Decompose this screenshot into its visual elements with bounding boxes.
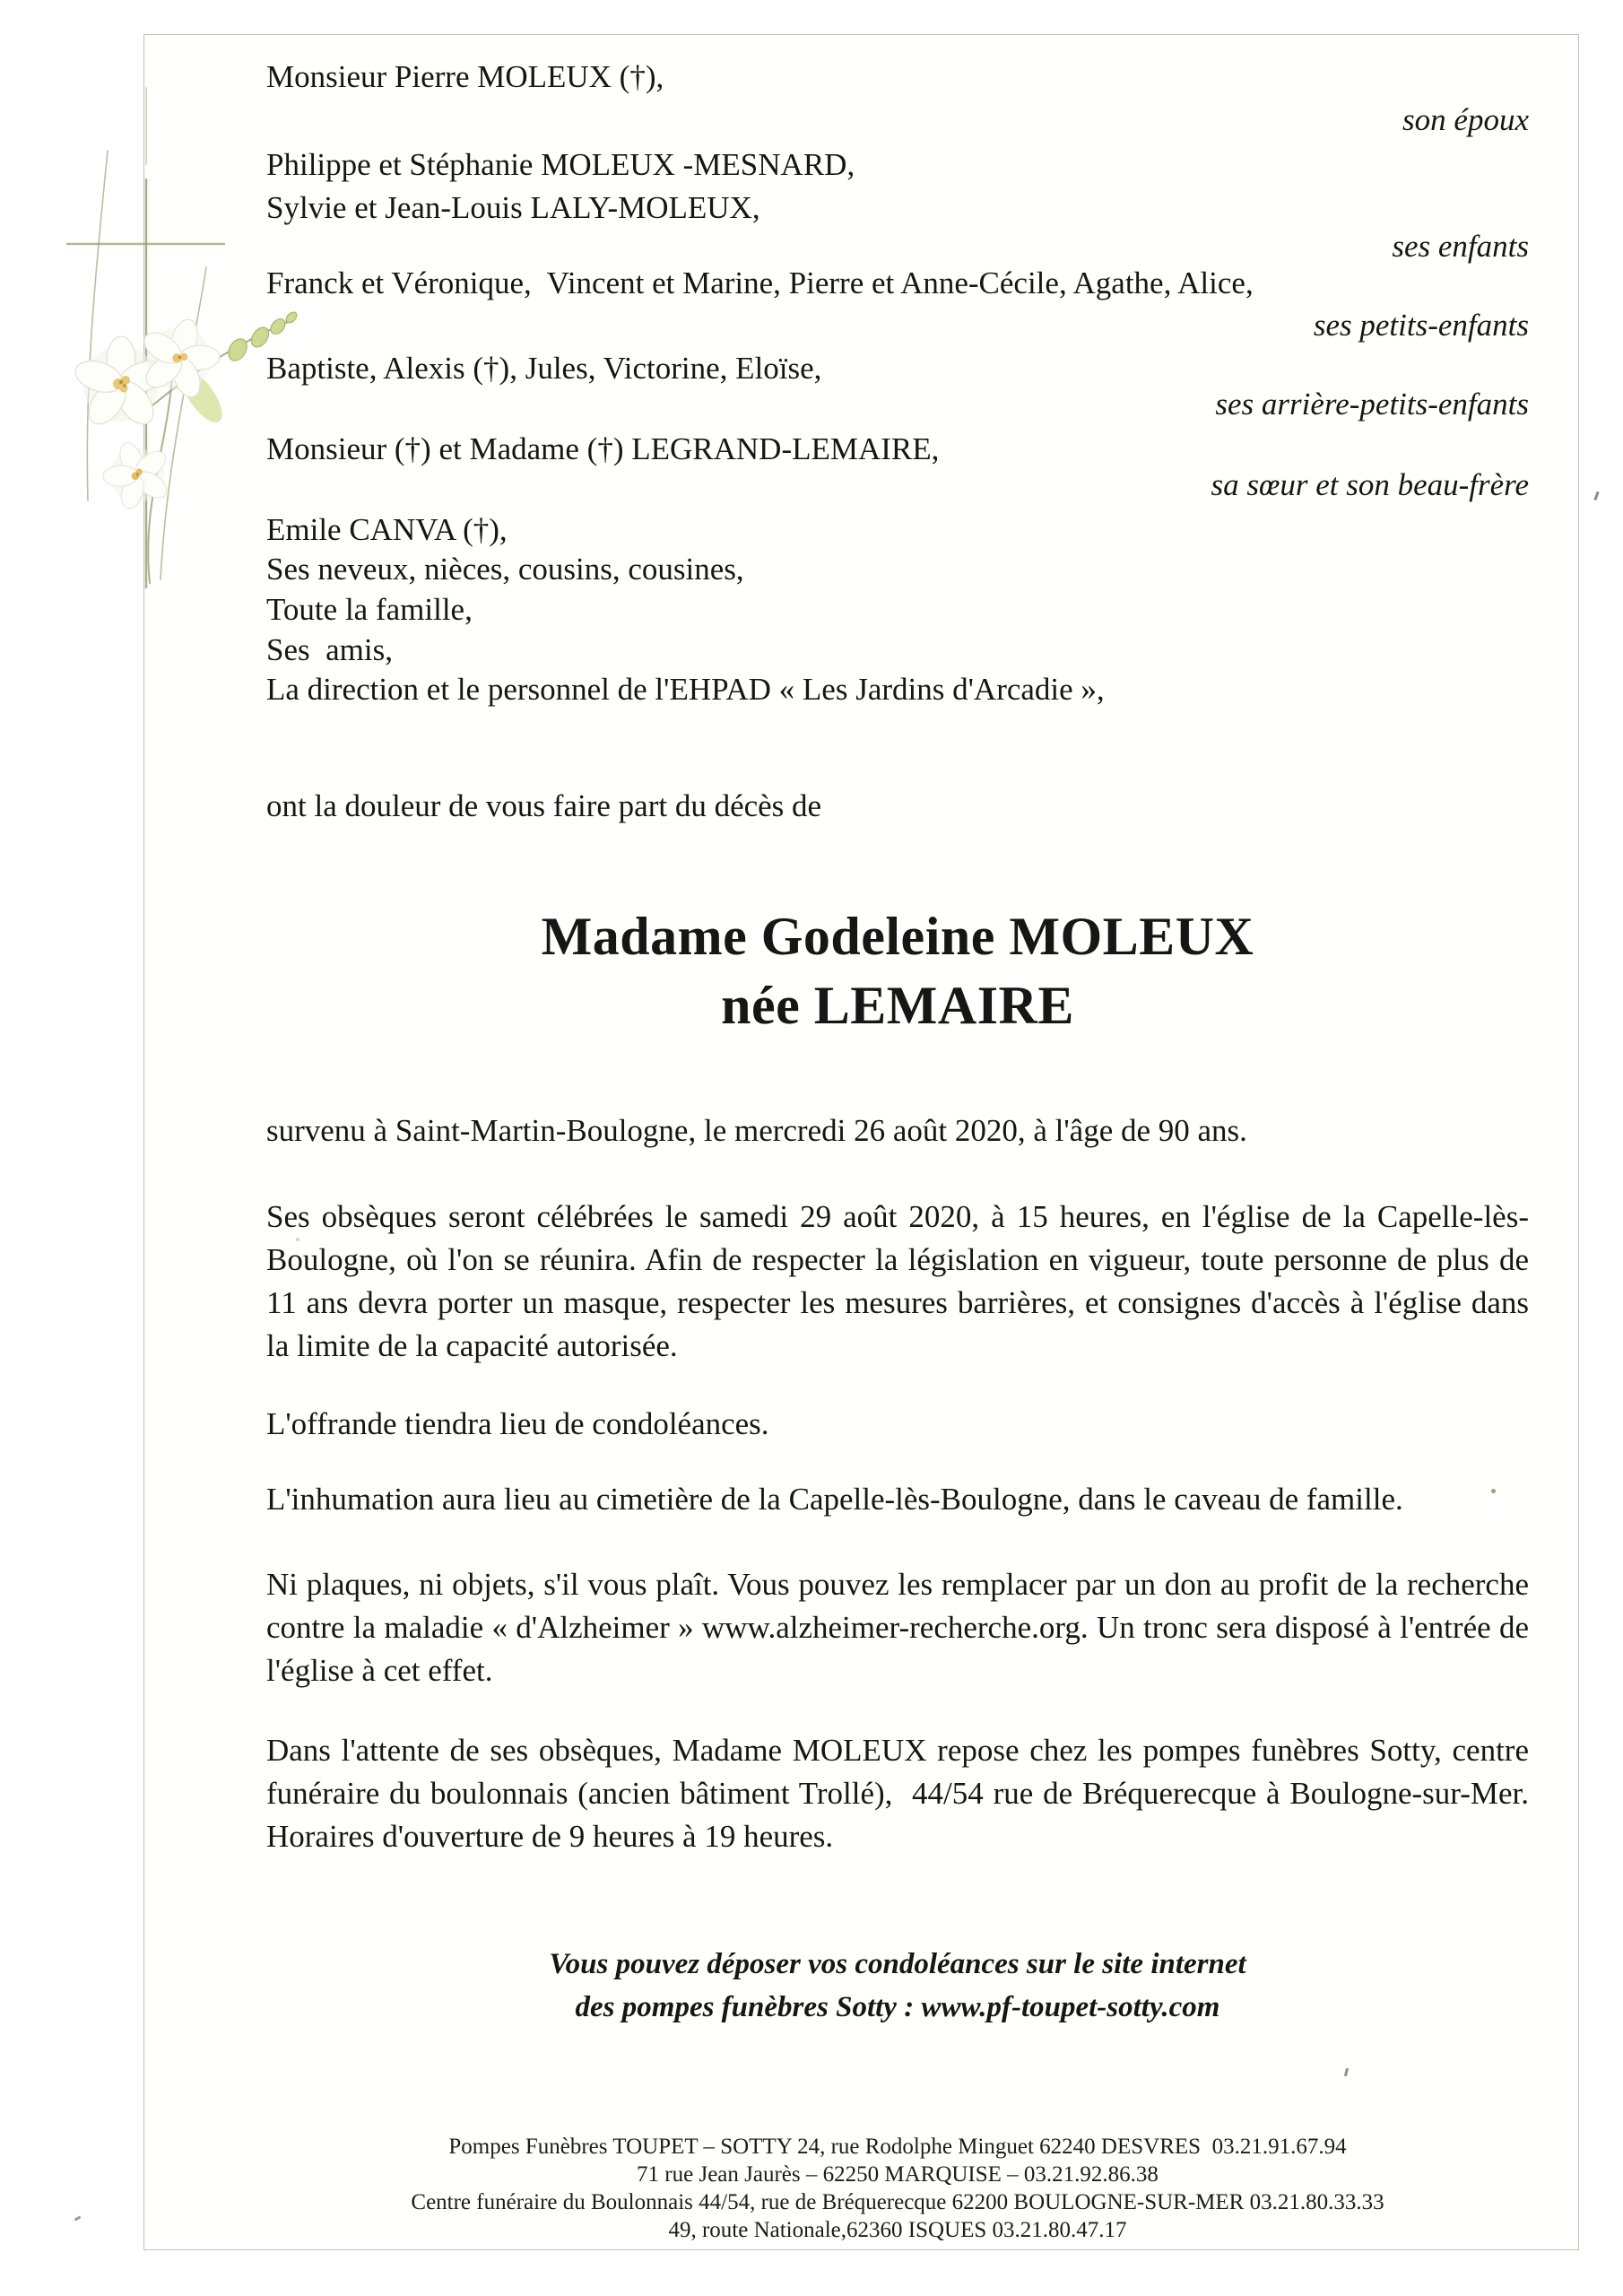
- family-line: Monsieur (†) et Madame (†) LEGRAND-LEMAIRE,: [266, 431, 940, 466]
- funeral-paragraph: Ses obsèques seront célébrées le samedi 29 août 2020, à 15 heures, en l'église de la Capelle-lès-Boulogne, où l'on se réunira. Afin de respecter la législation en vigueur, toute personne de plus de 11 ans devra porter un masque, respecter les mesures barrières, et consignes d'accès à l'église dans la limite de la capacité autorisée.: [266, 1199, 1529, 1363]
- relation-label: ses petits-enfants: [1313, 308, 1529, 343]
- floral-cross-decoration: [36, 81, 305, 619]
- relation-label: son époux: [1402, 102, 1529, 137]
- orchid-flower: [91, 431, 182, 519]
- burial-line: L'inhumation aura lieu au cimetière de la Capelle-lès-Boulogne, dans le caveau de famille.: [266, 1482, 1403, 1517]
- footer-address-line: 71 rue Jean Jaurès – 62250 MARQUISE – 03.21.92.86.38: [637, 2162, 1159, 2187]
- footer-address-line: 49, route Nationale,62360 ISQUES 03.21.80.47.17: [668, 2218, 1127, 2242]
- relation-label: ses enfants: [1392, 229, 1529, 264]
- relation-label: ses arrière-petits-enfants: [1215, 387, 1529, 422]
- scan-speck: [296, 1238, 299, 1241]
- deceased-name: Madame Godeleine MOLEUX: [541, 907, 1254, 966]
- family-line: Franck et Véronique, Vincent et Marine, Pierre et Anne-Cécile, Agathe, Alice,: [266, 265, 1254, 300]
- family-line: Sylvie et Jean-Louis LALY-MOLEUX,: [266, 190, 760, 225]
- footer-address-line: Centre funéraire du Boulonnais 44/54, rue de Bréquerecque 62200 BOULOGNE-SUR-MER 03.21.80.33.33: [411, 2190, 1384, 2214]
- condolences-line-2: des pompes funèbres Sotty : www.pf-toupet-sotty.com: [575, 1991, 1220, 2023]
- footer-address-line: Pompes Funèbres TOUPET – SOTTY 24, rue Rodolphe Minguet 62240 DESVRES 03.21.91.67.94: [448, 2135, 1347, 2159]
- family-line: Monsieur Pierre MOLEUX (†),: [266, 59, 664, 94]
- scan-speck: [1491, 1489, 1496, 1493]
- condolences-line-1: Vous pouvez déposer vos condoléances sur le site internet: [549, 1948, 1246, 1980]
- family-line: Emile CANVA (†),: [266, 512, 508, 547]
- offering-line: L'offrande tiendra lieu de condoléances.: [266, 1406, 769, 1441]
- family-line: La direction et le personnel de l'EHPAD « Les Jardins d'Arcadie »,: [266, 672, 1105, 707]
- repose-paragraph: Dans l'attente de ses obsèques, Madame MOLEUX repose chez les pompes funèbres Sotty, centre funéraire du boulonnais (ancien bâtiment Trollé), 44/54 rue de Bréquerecque à Boulogne-sur-Mer. Horaires d'ouverture de 9 heures à 19 heures.: [266, 1733, 1529, 1854]
- announcement-line: ont la douleur de vous faire part du décès de: [266, 788, 822, 823]
- deceased-maiden-name: née LEMAIRE: [721, 976, 1074, 1035]
- donation-paragraph: Ni plaques, ni objets, s'il vous plaît. Vous pouvez les remplacer par un don au profit de la recherche contre la maladie « d'Alzheimer » www.alzheimer-recherche.org. Un tronc sera disposé à l'entrée de l'église à cet effet.: [266, 1567, 1529, 1688]
- scan-speck: [74, 2215, 82, 2221]
- scan-speck: [1593, 491, 1599, 500]
- family-line: Ses neveux, nièces, cousins, cousines,: [266, 552, 744, 587]
- family-line: Ses amis,: [266, 632, 393, 667]
- family-line: Baptiste, Alexis (†), Jules, Victorine, Eloïse,: [266, 351, 822, 386]
- death-info-line: survenu à Saint-Martin-Boulogne, le mercredi 26 août 2020, à l'âge de 90 ans.: [266, 1113, 1247, 1148]
- family-line: Philippe et Stéphanie MOLEUX -MESNARD,: [266, 147, 855, 182]
- family-line: Toute la famille,: [266, 592, 473, 627]
- relation-label: sa sœur et son beau-frère: [1211, 467, 1529, 502]
